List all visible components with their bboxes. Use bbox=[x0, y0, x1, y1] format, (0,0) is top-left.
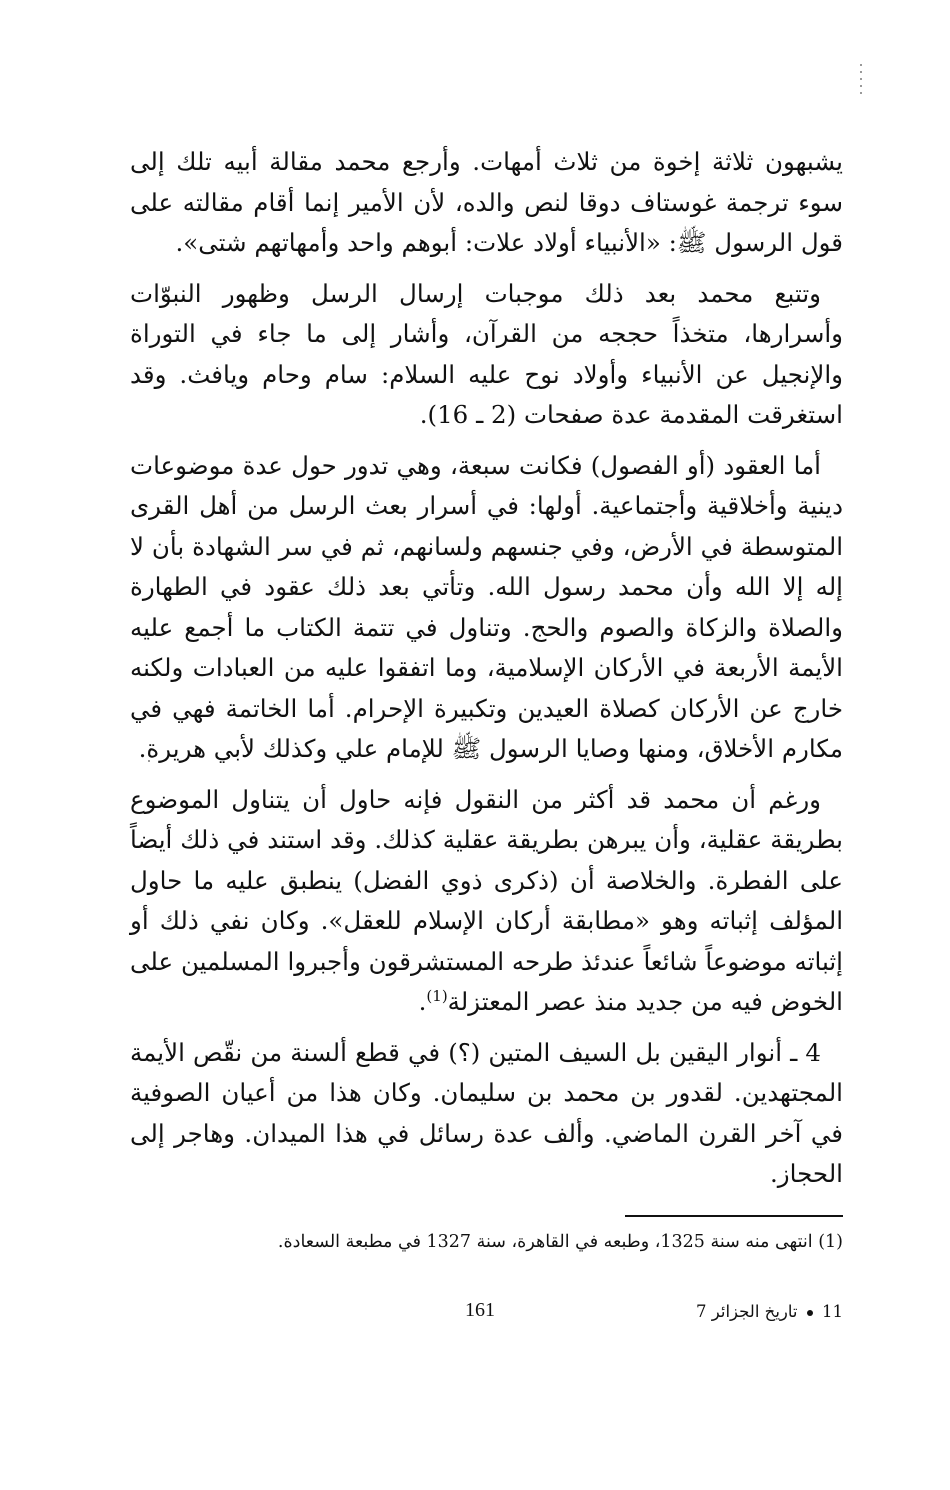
paragraph-2: وتتبع محمد بعد ذلك موجبات إرسال الرسل وظهور النبوّات وأسرارها، متخذاً حججه من القرآن، وأشار إلى ما جاء في التوراة والإنجيل عن الأنبياء وأولاد نوح عليه السلام: سام وحام ويافث. وقد استغرقت المقدمة عدة صفحات (2 ـ 16). bbox=[130, 278, 843, 429]
paragraph-4-text: ورغم أن محمد قد أكثر من النقول فإنه حاول أن يتناول الموضوع بطريقة عقلية، وأن يبرهن بطريقة عقلية كذلك. وقد استند في ذلك أيضاً على الفطرة. والخلاصة أن (ذكرى ذوي الفضل) ينطبق عليه ما حاول المؤلف إثباته وهو «مطابقة أركان الإسلام للعقل». وكان نفي ذلك أو إثباته موضوعاً شائعاً عندئذ طرحه المستشرقون وأجبروا المسلمين على الخوض فيه من جديد منذ عصر المعتزلة bbox=[130, 784, 843, 1016]
sentence-period: . bbox=[418, 987, 427, 1016]
book-title: تاريخ الجزائر 7 bbox=[696, 1302, 798, 1321]
footnote-separator bbox=[625, 1215, 843, 1217]
footnote-1: (1) انتهى منه سنة 1325، وطبعه في القاهرة، سنة 1327 في مطبعة السعادة. bbox=[277, 1232, 843, 1252]
signature-number: 11 bbox=[822, 1302, 843, 1321]
paragraph-1: يشبهون ثلاثة إخوة من ثلاث أمهات. وأرجع محمد مقالة أبيه تلك إلى سوء ترجمة غوستاف دوقا لنص والده، لأن الأمير إنما أقام مقالته على قول الرسول ﷺ: «الأنبياء أولاد علات: أبوهم واحد وأمهاتهم شتى». bbox=[130, 147, 843, 257]
paragraph-4 bbox=[130, 780, 843, 1023]
main-text bbox=[130, 142, 843, 1205]
scan-margin-marks bbox=[858, 64, 864, 114]
paragraph-3: أما العقود (أو الفصول) فكانت سبعة، وهي تدور حول عدة موضوعات دينية وأخلاقية وأجتماعية. أولها: في أسرار بعث الرسل من أهل القرى المتوسطة في الأرض، وفي جنسهم ولسانهم، ثم في سر الشهادة بأن لا إله إلا الله وأن محمد رسول الله. وتأتي بعد ذلك عقود في الطهارة والصلاة والزكاة والصوم والحج. وتناول في تتمة الكتاب ما أجمع عليه الأيمة الأربعة في الأركان الإسلامية، وما اتفقوا عليه من العبادات ولكنه خارج عن الأركان كصلاة العيدين وتكبيرة الإحرام. أما الخاتمة فهي في مكارم الأخلاق، ومنها وصايا الرسول ﷺ للإمام علي وكذلك لأبي هريرة. bbox=[130, 450, 843, 763]
paragraph-5: 4 ـ أنوار اليقين بل السيف المتين (؟) في قطع ألسنة من نقّص الأيمة المجتهدين. لقدور بن محمد بن سليمان. وكان هذا من أعيان الصوفية في آخر القرن الماضي. وألف عدة رسائل في هذا الميدان. وهاجر إلى الحجاز. bbox=[130, 1037, 843, 1188]
bullet-icon bbox=[807, 1310, 813, 1316]
running-footer bbox=[600, 1300, 843, 1324]
page-number: 161 bbox=[465, 1299, 495, 1321]
footnote-reference: (1) bbox=[426, 986, 448, 1005]
